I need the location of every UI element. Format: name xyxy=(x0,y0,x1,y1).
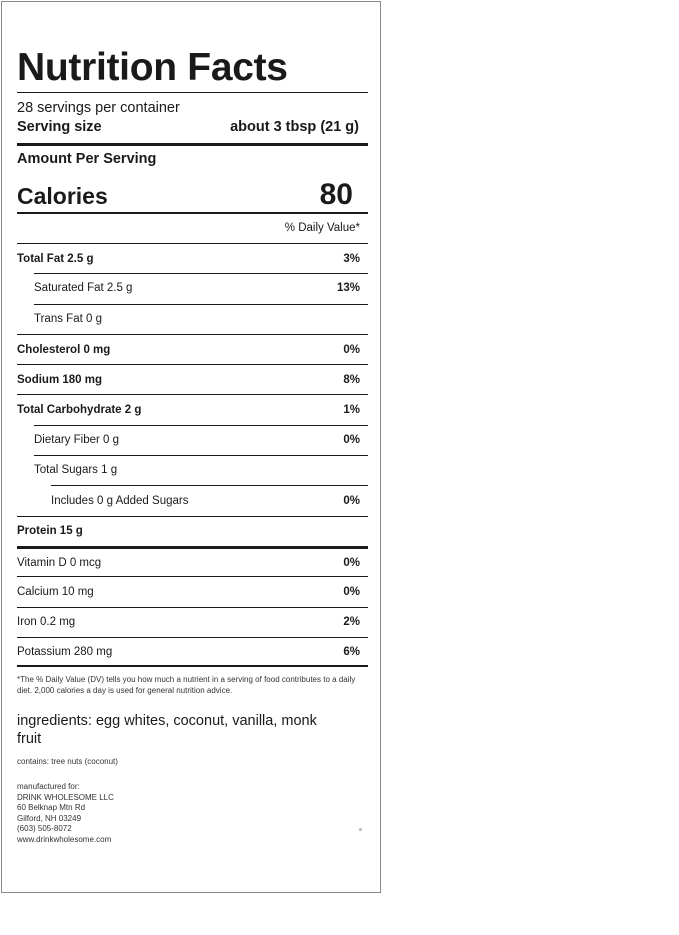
vitamin-name: Vitamin D 0 mcg xyxy=(17,556,102,569)
nutrient-name: Cholesterol 0 mg xyxy=(17,343,111,356)
daily-value-header: % Daily Value* xyxy=(284,222,360,234)
nutrient-name: Total Sugars 1 g xyxy=(34,464,118,477)
vitamin-name: Potassium 280 mg xyxy=(17,645,113,658)
thick-divider xyxy=(17,143,368,146)
vitamin-pct: 2% xyxy=(343,616,360,629)
nutrient-row-saturated-fat xyxy=(17,273,368,303)
vitamin-pct: 0% xyxy=(343,585,360,598)
serving-size-row xyxy=(17,119,359,135)
nutrient-pct: 1% xyxy=(343,404,360,417)
vitamin-pct: 0% xyxy=(343,556,360,569)
nutrient-name: Saturated Fat 2.5 g xyxy=(34,282,133,295)
nutrient-name: Sodium 180 mg xyxy=(17,373,102,386)
calories-value: 80 xyxy=(319,178,353,211)
allergen-statement: contains: tree nuts (coconut) xyxy=(17,757,118,766)
nutrient-row-dietary-fiber xyxy=(17,425,368,455)
vitamin-row-iron xyxy=(17,607,368,637)
vitamin-name: Iron 0.2 mg xyxy=(17,616,76,629)
nutrient-pct: 0% xyxy=(343,433,360,446)
nutrition-facts-label xyxy=(1,1,381,893)
nutrient-pct: 0% xyxy=(343,343,360,356)
nutrient-pct: 0% xyxy=(343,494,360,507)
manufacturer-city: Gilford, NH 03249 xyxy=(17,813,82,823)
nutrient-row-total-carbohydrate xyxy=(17,394,368,424)
serving-size-value: about 3 tbsp (21 g) xyxy=(230,119,359,135)
nutrient-row-cholesterol xyxy=(17,334,368,364)
label-title: Nutrition Facts xyxy=(17,46,288,89)
calories-row xyxy=(17,178,353,212)
vitamin-row-vitamin-d xyxy=(17,546,368,576)
nutrient-row-protein xyxy=(17,516,368,546)
manufacturer-street: 60 Belknap Mtn Rd xyxy=(17,803,86,812)
calories-label: Calories xyxy=(17,183,108,209)
nutrient-name: Includes 0 g Added Sugars xyxy=(51,494,189,507)
manufacturer-info xyxy=(17,782,114,845)
manufacturer-website: www.drinkwholesome.com xyxy=(17,834,112,844)
vitamin-name: Calcium 10 mg xyxy=(17,585,94,598)
nutrient-row-trans-fat xyxy=(17,304,368,334)
nutrient-name: Total Carbohydrate 2 g xyxy=(17,404,142,417)
print-mark xyxy=(359,828,362,831)
vitamin-row-calcium xyxy=(17,576,368,606)
nutrient-row-added-sugars xyxy=(17,485,368,515)
manufacturer-heading: manufactured for: xyxy=(17,782,80,791)
nutrient-name: Protein 15 g xyxy=(17,525,83,538)
nutrient-pct: 3% xyxy=(343,252,360,265)
amount-per-serving: Amount Per Serving xyxy=(17,151,157,167)
nutrient-name: Total Fat 2.5 g xyxy=(17,252,94,265)
manufacturer-phone: (603) 505-8072 xyxy=(17,824,72,833)
nutrient-pct: 13% xyxy=(336,282,360,295)
ingredients-text: ingredients: egg whites, coconut, vanilla, monk fruit xyxy=(17,713,317,747)
divider xyxy=(17,92,368,93)
nutrient-name: Trans Fat 0 g xyxy=(34,312,102,325)
nutrient-row-total-sugars xyxy=(17,455,368,485)
vitamin-row-potassium xyxy=(17,637,368,667)
daily-value-footnote: *The % Daily Value (DV) tells you how much a nutrient in a serving of food contributes to a daily diet. 2,000 calories a day is used for general nutrition advice. xyxy=(17,675,356,695)
nutrient-pct: 8% xyxy=(343,373,360,386)
serving-size-label: Serving size xyxy=(17,119,102,135)
nutrient-table xyxy=(17,243,368,667)
nutrient-row-total-fat xyxy=(17,243,368,273)
manufacturer-name: DRINK WHOLESOME LLC xyxy=(17,792,114,802)
servings-per-container: 28 servings per container xyxy=(17,100,180,116)
calories-divider xyxy=(17,212,368,214)
vitamin-pct: 6% xyxy=(343,645,360,658)
nutrient-row-sodium xyxy=(17,364,368,394)
nutrient-name: Dietary Fiber 0 g xyxy=(34,433,120,446)
